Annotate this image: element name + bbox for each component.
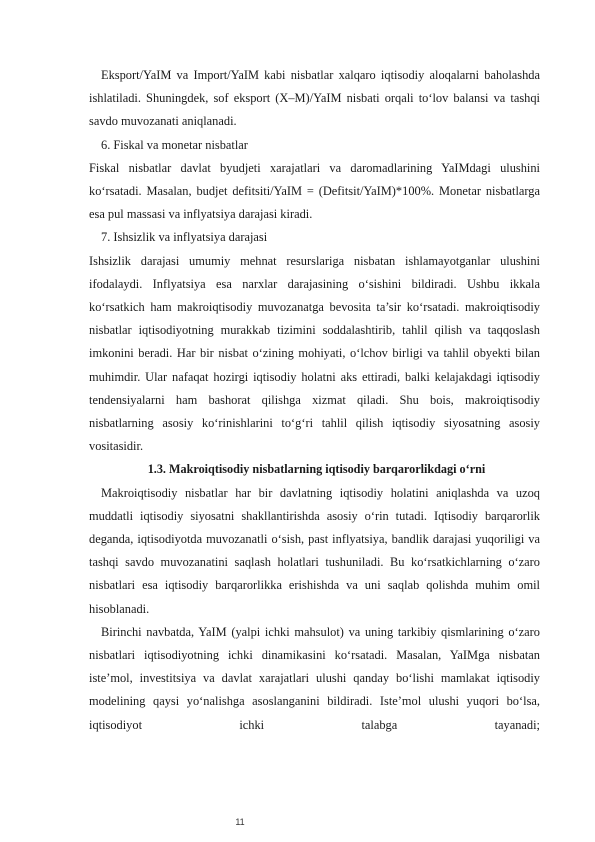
paragraph-unemployment: Ishsizlik darajasi umumiy mehnat resurslariga nisbatan ishlamayotganlar ulushini ifodalaydi. Inflyatsiya esa narxlar darajasining o‘sishini bildiradi. Ushbu ikkala ko‘rsatkich ham makroiqtisodiy muvozanatga bevosita ta’sir ko‘rsatadi. makroiqtisodiy nisbatlar iqtisodiyotning murakkab tizimini soddalashtirib, tahlil qilish va taqqoslash imkonini beradi. Har bir nisbat o‘zining mohiyati, o‘lchov birligi va tahlil obyekti bilan muhimdir. Ular nafaqat hozirgi iqtisodiy holatni aks ettiradi, balki kelajakdagi iqtisodiy tendensiyalarni ham bashorat qilishga xizmat qiladi. Shu bois, makroiqtisodiy nisbatlarning asosiy ko‘rinishlarini to‘g‘ri tahlil qilish iqtisodiy siyosatning asosiy vositasidir. <box>89 253 540 454</box>
paragraph-external-ratios: Eksport/YaIM va Import/YaIM kabi nisbatlar xalqaro iqtisodiy aloqalarni baholashda ishlatiladi. Shuningdek, sof eksport (X–M)/YaIM nisbati orqali to‘lov balansi va tashqi savdo muvozanati aniqlanadi. <box>89 68 540 129</box>
page-body <box>89 64 540 737</box>
section-title: 1.3. Makroiqtisodiy nisbatlarning iqtisodiy barqarorlikdagi o‘rni <box>147 462 486 477</box>
page-number: 11 <box>235 817 245 827</box>
paragraph-gdp-components: Birinchi navbatda, YaIM (yalpi ichki mahsulot) va uning tarkibiy qismlarining o‘zaro nisbatlari iqtisodiyotning ichki dinamikasini ko‘rsatadi. Masalan, YaIMga nisbatan iste’mol, investitsiya va davlat xarajatlari ulushi qanday bo‘lishi mamlakat iqtisodiy modelining qaysi yo‘nalishga asoslanganini bildiradi. Iste’mol ulushi yuqori bo‘lsa, iqtisodiyot ichki talabga tayanadi; <box>89 624 540 732</box>
paragraph-fiscal-ratios: Fiskal nisbatlar davlat byudjeti xarajatlari va daromadlarining YaIMdagi ulushini ko‘rsatadi. Masalan, budjet defitsiti/YaIM = (Defitsit/YaIM)*100%. Monetar nisbatlarga esa pul massasi va inflyatsiya darajasi kiradi. <box>89 160 540 222</box>
paragraph-stability: Makroiqtisodiy nisbatlar har bir davlatning iqtisodiy holatini aniqlashda va uzoq muddatli iqtisodiy siyosatni shakllantirishda asosiy o‘rin tutadi. Iqtisodiy barqarorlik deganda, iqtisodiyotda muvozanatli o‘sish, past inflyatsiya, bandlik darajasi yuqoriligi va tashqi savdo muvozanatini saqlash holatlari tushuniladi. Bu ko‘rsatkichlarning o‘zaro nisbatlari esa iqtisodiy barqarorlikka erishishda va uni saqlab qolishda muhim omil hisoblanadi. <box>89 485 540 616</box>
list-heading-unemployment-inflation: 7. Ishsizlik va inflyatsiya darajasi <box>101 230 268 245</box>
list-heading-fiscal-monetary: 6. Fiskal va monetar nisbatlar <box>101 137 248 152</box>
